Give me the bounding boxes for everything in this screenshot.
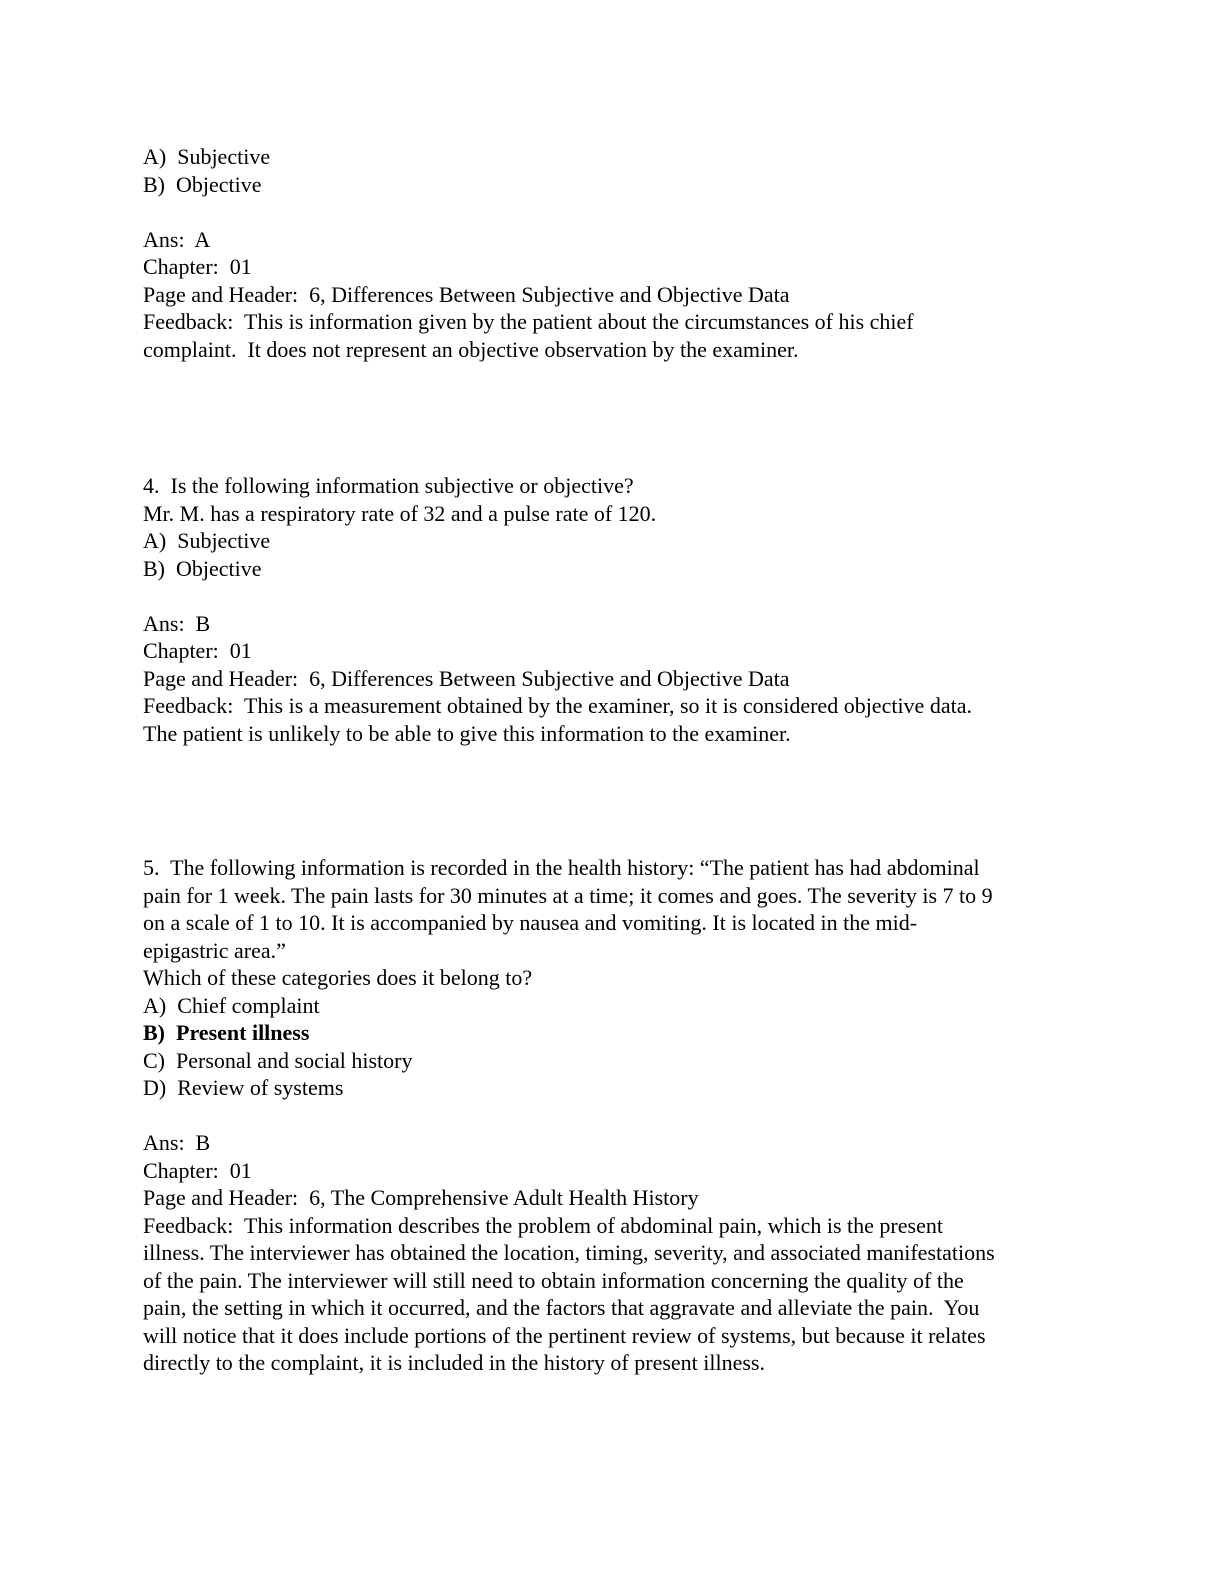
- question-4-block: [143, 472, 1073, 747]
- question-prompt: Which of these categories does it belong to?: [143, 965, 533, 990]
- feedback-line: Feedback: This information describes the problem of abdominal pain, which is the present: [143, 1212, 943, 1238]
- question-text: 5. The following information is recorded in the health history: “The patient has had abdominal: [143, 855, 980, 880]
- option-a: A) Subjective: [143, 528, 271, 553]
- question-text: pain for 1 week. The pain lasts for 30 minutes at a time; it comes and goes. The severity is 7 to 9: [143, 882, 993, 908]
- option-a: A) Chief complaint: [143, 992, 320, 1018]
- feedback-line: Feedback: This is information given by the patient about the circumstances of his chief: [143, 309, 914, 334]
- feedback-line: illness. The interviewer has obtained the location, timing, severity, and associated manifestations: [143, 1240, 995, 1265]
- feedback-line: The patient is unlikely to be able to give this information to the examiner.: [143, 720, 791, 746]
- spacer: [143, 198, 1073, 226]
- option-c: C) Personal and social history: [143, 1047, 413, 1073]
- page-and-header: Page and Header: 6, The Comprehensive Adult Health History: [143, 1185, 699, 1210]
- page-and-header: Page and Header: 6, Differences Between Subjective and Objective Data: [143, 665, 790, 691]
- feedback-line: of the pain. The interviewer will still need to obtain information concerning the quality of the: [143, 1267, 964, 1293]
- option-a: A) Subjective: [143, 144, 271, 169]
- spacer: [143, 582, 1073, 610]
- feedback-line: directly to the complaint, it is included in the history of present illness.: [143, 1350, 765, 1375]
- answer: Ans: B: [143, 1130, 211, 1155]
- question-text: 4. Is the following information subjective or objective?: [143, 473, 634, 498]
- feedback-line: will notice that it does include portions of the pertinent review of systems, but because it relates: [143, 1322, 986, 1348]
- option-d: D) Review of systems: [143, 1075, 344, 1100]
- answer: Ans: A: [143, 226, 211, 252]
- chapter: Chapter: 01: [143, 638, 252, 663]
- question-text: epigastric area.”: [143, 937, 286, 963]
- answer: Ans: B: [143, 610, 211, 636]
- page-and-header: Page and Header: 6, Differences Between Subjective and Objective Data: [143, 281, 790, 307]
- question-3-block: [143, 143, 1073, 363]
- feedback-line: complaint. It does not represent an objective observation by the examiner.: [143, 336, 799, 362]
- option-b: B) Objective: [143, 171, 262, 197]
- feedback-line: Feedback: This is a measurement obtained by the examiner, so it is considered objective data.: [143, 693, 972, 718]
- question-5-block: [143, 854, 1073, 1377]
- spacer: [143, 1102, 1073, 1130]
- chapter: Chapter: 01: [143, 254, 252, 279]
- option-b: B) Objective: [143, 555, 262, 581]
- feedback-line: pain, the setting in which it occurred, and the factors that aggravate and alleviate the pain. You: [143, 1295, 980, 1320]
- question-text: on a scale of 1 to 10. It is accompanied by nausea and vomiting. It is located in the mid-: [143, 910, 918, 935]
- chapter: Chapter: 01: [143, 1157, 252, 1183]
- question-text: Mr. M. has a respiratory rate of 32 and a pulse rate of 120.: [143, 500, 657, 526]
- option-b-correct: B) Present illness: [143, 1020, 310, 1045]
